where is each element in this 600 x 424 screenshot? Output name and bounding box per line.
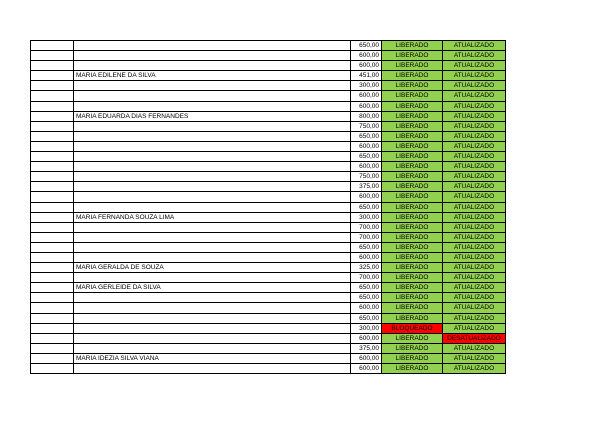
cell-id[interactable] <box>31 192 74 202</box>
table-row <box>31 101 506 111</box>
cell-status[interactable]: LIBERADO <box>382 364 443 374</box>
table-row <box>31 192 506 202</box>
cell-id[interactable] <box>31 283 74 293</box>
cell-value[interactable]: 650,00 <box>351 313 382 323</box>
cell-update[interactable]: ATUALIZADO <box>443 273 506 283</box>
table-row <box>31 303 506 313</box>
cell-name[interactable] <box>74 121 351 131</box>
cell-value[interactable]: 700,00 <box>351 222 382 232</box>
cell-id[interactable] <box>31 111 74 121</box>
cell-status[interactable]: LIBERADO <box>382 232 443 242</box>
cell-update[interactable]: ATUALIZADO <box>443 303 506 313</box>
table-row <box>31 121 506 131</box>
cell-status[interactable]: LIBERADO <box>382 172 443 182</box>
cell-value[interactable]: 650,00 <box>351 131 382 141</box>
cell-name[interactable] <box>74 293 351 303</box>
cell-id[interactable] <box>31 41 74 51</box>
cell-update[interactable]: ATUALIZADO <box>443 101 506 111</box>
cell-status[interactable]: LIBERADO <box>382 212 443 222</box>
table-row <box>31 212 506 222</box>
cell-id[interactable] <box>31 182 74 192</box>
table-row <box>31 293 506 303</box>
cell-value[interactable]: 650,00 <box>351 242 382 252</box>
cell-value[interactable]: 600,00 <box>351 333 382 343</box>
cell-update[interactable]: ATUALIZADO <box>443 71 506 81</box>
cell-status[interactable]: LIBERADO <box>382 41 443 51</box>
cell-id[interactable] <box>31 71 74 81</box>
cell-name[interactable] <box>74 273 351 283</box>
table-row <box>31 222 506 232</box>
cell-update[interactable]: ATUALIZADO <box>443 283 506 293</box>
cell-status[interactable]: LIBERADO <box>382 101 443 111</box>
cell-id[interactable] <box>31 172 74 182</box>
cell-update[interactable]: ATUALIZADO <box>443 172 506 182</box>
table-row <box>31 111 506 121</box>
cell-value[interactable]: 650,00 <box>351 293 382 303</box>
cell-value[interactable]: 600,00 <box>351 364 382 374</box>
cell-value[interactable]: 750,00 <box>351 172 382 182</box>
cell-update[interactable]: ATUALIZADO <box>443 41 506 51</box>
cell-value[interactable]: 600,00 <box>351 91 382 101</box>
cell-update[interactable]: ATUALIZADO <box>443 51 506 61</box>
cell-update[interactable]: ATUALIZADO <box>443 141 506 151</box>
cell-update[interactable]: ATUALIZADO <box>443 242 506 252</box>
cell-value[interactable]: 451,00 <box>351 71 382 81</box>
cell-name[interactable] <box>74 131 351 141</box>
cell-name[interactable] <box>74 81 351 91</box>
cell-update[interactable]: ATUALIZADO <box>443 222 506 232</box>
cell-update[interactable]: ATUALIZADO <box>443 252 506 262</box>
cell-id[interactable] <box>31 152 74 162</box>
cell-name[interactable] <box>74 313 351 323</box>
cell-name[interactable] <box>74 252 351 262</box>
cell-name[interactable] <box>74 51 351 61</box>
cell-name[interactable] <box>74 172 351 182</box>
cell-value[interactable]: 600,00 <box>351 141 382 151</box>
cell-status[interactable]: LIBERADO <box>382 91 443 101</box>
cell-status[interactable]: LIBERADO <box>382 313 443 323</box>
cell-update[interactable]: ATUALIZADO <box>443 192 506 202</box>
cell-update[interactable]: ATUALIZADO <box>443 323 506 333</box>
cell-update[interactable]: ATUALIZADO <box>443 343 506 353</box>
table-row <box>31 273 506 283</box>
cell-id[interactable] <box>31 273 74 283</box>
cell-value[interactable]: 800,00 <box>351 111 382 121</box>
cell-status[interactable]: LIBERADO <box>382 242 443 252</box>
cell-update[interactable]: ATUALIZADO <box>443 353 506 363</box>
cell-name[interactable] <box>74 303 351 313</box>
cell-id[interactable] <box>31 51 74 61</box>
table-row <box>31 353 506 363</box>
table-row <box>31 51 506 61</box>
cell-status[interactable]: LIBERADO <box>382 293 443 303</box>
cell-name[interactable] <box>74 141 351 151</box>
cell-value[interactable]: 650,00 <box>351 202 382 212</box>
table-row <box>31 81 506 91</box>
cell-value[interactable]: 750,00 <box>351 121 382 131</box>
cell-status[interactable]: LIBERADO <box>382 283 443 293</box>
cell-update[interactable]: ATUALIZADO <box>443 313 506 323</box>
table-row <box>31 283 506 293</box>
cell-update[interactable]: ATUALIZADO <box>443 152 506 162</box>
table-row <box>31 61 506 71</box>
cell-name[interactable]: MARIA GERALDA DE SOUZA <box>74 263 351 273</box>
cell-id[interactable] <box>31 323 74 333</box>
cell-status[interactable]: LIBERADO <box>382 303 443 313</box>
table-row <box>31 141 506 151</box>
cell-status[interactable]: LIBERADO <box>382 252 443 262</box>
cell-status[interactable]: LIBERADO <box>382 202 443 212</box>
cell-update[interactable]: ATUALIZADO <box>443 364 506 374</box>
cell-status[interactable]: LIBERADO <box>382 141 443 151</box>
cell-id[interactable] <box>31 91 74 101</box>
cell-value[interactable]: 600,00 <box>351 353 382 363</box>
table-row <box>31 41 506 51</box>
cell-value[interactable]: 600,00 <box>351 252 382 262</box>
cell-status[interactable]: LIBERADO <box>382 121 443 131</box>
cell-value[interactable]: 600,00 <box>351 303 382 313</box>
cell-id[interactable] <box>31 61 74 71</box>
cell-name[interactable] <box>74 242 351 252</box>
cell-value[interactable]: 325,00 <box>351 263 382 273</box>
cell-update[interactable]: ATUALIZADO <box>443 121 506 131</box>
table-row <box>31 323 506 333</box>
cell-status[interactable]: LIBERADO <box>382 222 443 232</box>
cell-status[interactable]: LIBERADO <box>382 353 443 363</box>
cell-status[interactable]: LIBERADO <box>382 333 443 343</box>
table-row <box>31 313 506 323</box>
cell-id[interactable] <box>31 141 74 151</box>
cell-update[interactable]: ATUALIZADO <box>443 131 506 141</box>
cell-name[interactable] <box>74 364 351 374</box>
cell-status[interactable]: LIBERADO <box>382 192 443 202</box>
cell-id[interactable] <box>31 364 74 374</box>
cell-value[interactable]: 300,00 <box>351 81 382 91</box>
cell-update[interactable]: ATUALIZADO <box>443 293 506 303</box>
cell-id[interactable] <box>31 353 74 363</box>
cell-name[interactable] <box>74 101 351 111</box>
table-row <box>31 364 506 374</box>
cell-id[interactable] <box>31 212 74 222</box>
cell-status[interactable]: LIBERADO <box>382 111 443 121</box>
cell-id[interactable] <box>31 81 74 91</box>
cell-value[interactable]: 600,00 <box>351 51 382 61</box>
cell-value[interactable]: 700,00 <box>351 232 382 242</box>
cell-id[interactable] <box>31 232 74 242</box>
cell-update[interactable]: ATUALIZADO <box>443 61 506 71</box>
cell-status[interactable]: BLOQUEADO <box>382 323 443 333</box>
table-row <box>31 343 506 353</box>
cell-name[interactable] <box>74 232 351 242</box>
cell-value[interactable]: 650,00 <box>351 283 382 293</box>
table-row <box>31 333 506 343</box>
cell-update[interactable]: ATUALIZADO <box>443 111 506 121</box>
table-body <box>31 41 506 374</box>
table-row <box>31 263 506 273</box>
cell-status[interactable]: LIBERADO <box>382 71 443 81</box>
cell-name[interactable] <box>74 192 351 202</box>
cell-update[interactable]: ATUALIZADO <box>443 91 506 101</box>
cell-name[interactable] <box>74 91 351 101</box>
cell-name[interactable] <box>74 152 351 162</box>
cell-name[interactable] <box>74 222 351 232</box>
cell-id[interactable] <box>31 131 74 141</box>
cell-update[interactable]: ATUALIZADO <box>443 182 506 192</box>
cell-name[interactable] <box>74 202 351 212</box>
cell-id[interactable] <box>31 242 74 252</box>
cell-value[interactable]: 600,00 <box>351 61 382 71</box>
cell-value[interactable]: 375,00 <box>351 343 382 353</box>
table-row <box>31 172 506 182</box>
cell-id[interactable] <box>31 101 74 111</box>
table-row <box>31 162 506 172</box>
cell-value[interactable]: 600,00 <box>351 101 382 111</box>
cell-name[interactable] <box>74 343 351 353</box>
cell-value[interactable]: 600,00 <box>351 192 382 202</box>
cell-status[interactable]: LIBERADO <box>382 273 443 283</box>
cell-name[interactable]: MARIA IDEZIA SILVA VIANA <box>74 353 351 363</box>
cell-update[interactable]: DESATUALIZADO <box>443 333 506 343</box>
cell-status[interactable]: LIBERADO <box>382 81 443 91</box>
table-row <box>31 242 506 252</box>
cell-status[interactable]: LIBERADO <box>382 131 443 141</box>
benefit-table <box>30 40 506 374</box>
cell-value[interactable]: 600,00 <box>351 162 382 172</box>
cell-value[interactable]: 700,00 <box>351 273 382 283</box>
cell-id[interactable] <box>31 162 74 172</box>
cell-name[interactable]: MARIA FERNANDA SOUZA LIMA <box>74 212 351 222</box>
cell-value[interactable]: 375,00 <box>351 182 382 192</box>
cell-update[interactable]: ATUALIZADO <box>443 202 506 212</box>
cell-status[interactable]: LIBERADO <box>382 182 443 192</box>
cell-value[interactable]: 300,00 <box>351 323 382 333</box>
cell-status[interactable]: LIBERADO <box>382 61 443 71</box>
cell-update[interactable]: ATUALIZADO <box>443 81 506 91</box>
cell-update[interactable]: ATUALIZADO <box>443 212 506 222</box>
cell-name[interactable] <box>74 41 351 51</box>
cell-id[interactable] <box>31 222 74 232</box>
cell-update[interactable]: ATUALIZADO <box>443 162 506 172</box>
cell-status[interactable]: LIBERADO <box>382 263 443 273</box>
cell-name[interactable]: MARIA EDUARDA DIAS FERNANDES <box>74 111 351 121</box>
cell-update[interactable]: ATUALIZADO <box>443 232 506 242</box>
cell-value[interactable]: 650,00 <box>351 41 382 51</box>
cell-id[interactable] <box>31 333 74 343</box>
table-row <box>31 202 506 212</box>
cell-status[interactable]: LIBERADO <box>382 162 443 172</box>
cell-id[interactable] <box>31 121 74 131</box>
cell-status[interactable]: LIBERADO <box>382 343 443 353</box>
cell-id[interactable] <box>31 343 74 353</box>
table-row <box>31 152 506 162</box>
cell-name[interactable] <box>74 182 351 192</box>
cell-value[interactable]: 650,00 <box>351 152 382 162</box>
cell-name[interactable] <box>74 162 351 172</box>
cell-id[interactable] <box>31 293 74 303</box>
cell-status[interactable]: LIBERADO <box>382 152 443 162</box>
cell-status[interactable]: LIBERADO <box>382 51 443 61</box>
table-row <box>31 131 506 141</box>
cell-name[interactable]: MARIA EDILENE DA SILVA <box>74 71 351 81</box>
cell-name[interactable]: MARIA GERLEIDE DA SILVA <box>74 283 351 293</box>
cell-name[interactable] <box>74 61 351 71</box>
cell-id[interactable] <box>31 263 74 273</box>
table-row <box>31 232 506 242</box>
cell-name[interactable] <box>74 323 351 333</box>
cell-id[interactable] <box>31 303 74 313</box>
cell-id[interactable] <box>31 202 74 212</box>
table-row <box>31 91 506 101</box>
cell-id[interactable] <box>31 252 74 262</box>
cell-id[interactable] <box>31 313 74 323</box>
table-row <box>31 71 506 81</box>
cell-update[interactable]: ATUALIZADO <box>443 263 506 273</box>
cell-name[interactable] <box>74 333 351 343</box>
table-row <box>31 252 506 262</box>
cell-value[interactable]: 300,00 <box>351 212 382 222</box>
table-row <box>31 182 506 192</box>
